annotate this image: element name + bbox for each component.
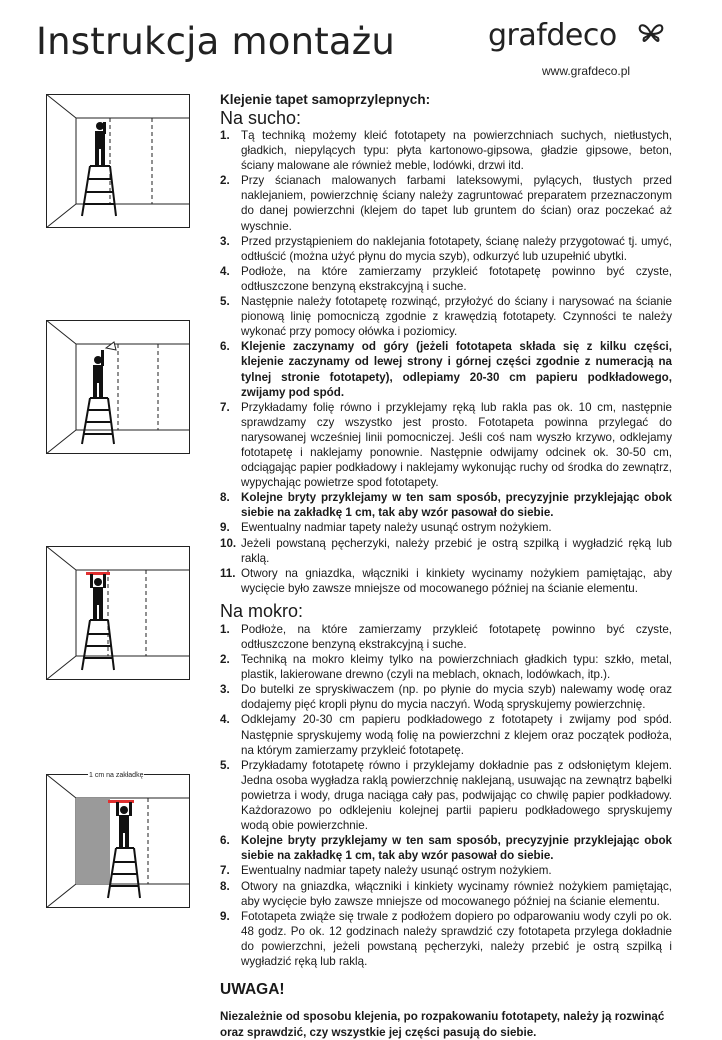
step-text: Przy ścianach malowanych farbami lateksowymi, pylących, tłustych przed naklejaniem, powierzchnię ściany należy zagruntować preparatem przeznaczonym do danej powierzchni (klejem do tapet lub gruntem do ścian) oraz poczekać aż wyschnie. bbox=[241, 174, 672, 233]
step-text: Klejenie zaczynamy od góry (jeżeli fototapeta składa się z kilku części, klejenie zaczynamy od lewej strony i górnej części zgodnie z numeracją na tylnej stronie fototapety), odlepiamy 20-30 cm papieru podkładowego, zwijamy pod spód. bbox=[241, 340, 672, 399]
step-item bbox=[220, 520, 672, 535]
step-text: Kolejne bryty przyklejamy w ten sam sposób, precyzyjnie przyklejając obok siebie na zakładkę 1 cm, tak aby wzór pasował do siebie. bbox=[241, 834, 672, 863]
step-number: 9. bbox=[220, 521, 230, 535]
step-text: Przykładamy fototapetę równo i przyklejamy dokładnie pas z odsłoniętym klejem. Jedna osoba wygładza raklą powierzchnię naklejaną, usuwając na zewnątrz bąbelki powietrza i wody, druga naciąga cały pas, podwijając co chwilę papier podkładowy. Każdorazowo po odklejeniu kolejnej partii papieru podkładowego spryskujemy wodą obie powierzchnie. bbox=[241, 758, 672, 833]
step-item bbox=[220, 566, 672, 596]
logo-text: grafdeco bbox=[488, 18, 617, 53]
step-text: Następnie należy fototapetę rozwinąć, przyłożyć do ściany i narysować na ścianie pionową linię pomocniczą zgodnie z krawędzią fototapety. Czynności te należy wykonać przy pomocy ołówka i poziomicy. bbox=[241, 295, 672, 339]
step-item bbox=[220, 264, 672, 294]
step-text: Do butelki ze spryskiwaczem (np. po płynie do mycia szyb) nalewamy wodę oraz dodajemy pięć kropli płynu do mycia naczyń. Wodą spryskujemy powierzchnię. bbox=[241, 683, 672, 712]
step-number: 6. bbox=[220, 834, 230, 848]
step-item bbox=[220, 400, 672, 491]
step-item bbox=[220, 833, 672, 863]
logo-url: www.grafdeco.pl bbox=[542, 64, 631, 78]
step-text: Fototapeta zwiąże się trwale z podłożem dopiero po odparowaniu wody czyli po ok. 48 godz. Po ok. 12 godzinach należy sprawdzić czy fototapeta przylega dokładnie do powierzchni, jeżeli powstaną pęcherzyki, należy przebić je ostrą szpilką i wygładzić ręką lub raklą. bbox=[241, 909, 672, 968]
logo bbox=[488, 18, 678, 78]
wet-steps-list bbox=[220, 622, 672, 969]
warning-heading: UWAGA! bbox=[220, 981, 285, 999]
step-number: 3. bbox=[220, 683, 230, 697]
step-text: Kolejne bryty przyklejamy w ten sam sposób, precyzyjnie przyklejając obok siebie na zakładkę 1 cm, tak aby wzór pasował do siebie. bbox=[241, 491, 672, 520]
step-number: 1. bbox=[220, 129, 230, 142]
step-item bbox=[220, 536, 672, 566]
step-item bbox=[220, 128, 672, 173]
step-number: 3. bbox=[220, 234, 230, 248]
step-number: 1. bbox=[220, 622, 230, 636]
self-adhesive-heading: Klejenie tapet samoprzylepnych: bbox=[220, 92, 431, 107]
dry-steps-list bbox=[220, 128, 672, 596]
step-text: Podłoże, na które zamierzamy przykleić fototapetę powinno być czyste, odtłuszczone benzyną ekstrakcyjną i suche. bbox=[241, 264, 672, 293]
step-item bbox=[220, 490, 672, 520]
page-title: Instrukcja montażu bbox=[36, 20, 396, 63]
step-item bbox=[220, 758, 672, 833]
step-text: Ewentualny nadmiar tapety należy usunąć ostrym nożykiem. bbox=[241, 864, 552, 878]
step-text: Jeżeli powstaną pęcherzyki, należy przebić je ostrą szpilką i wygładzić ręką lub raklą. bbox=[241, 536, 672, 565]
step-text: Otwory na gniazdka, włączniki i kinkiety wycinamy nożykiem pamiętając, aby wycięcie było zawsze mniejsze od mocowanego później na ścianie elementu. bbox=[241, 566, 672, 595]
step-number: 2. bbox=[220, 174, 230, 188]
step-item bbox=[220, 234, 672, 264]
step-number: 7. bbox=[220, 864, 230, 878]
step-number: 2. bbox=[220, 653, 230, 667]
step-number: 10. bbox=[220, 536, 237, 550]
step-text: Ewentualny nadmiar tapety należy usunąć ostrym nożykiem. bbox=[241, 521, 552, 535]
step-number: 8. bbox=[220, 879, 230, 893]
illustration-dry-step-4 bbox=[46, 774, 190, 908]
overlap-label: 1 cm na zakładkę bbox=[89, 772, 144, 779]
illustration-dry-step-3 bbox=[46, 546, 190, 680]
instructions bbox=[220, 92, 672, 1040]
step-number: 5. bbox=[220, 295, 230, 309]
step-item bbox=[220, 712, 672, 757]
step-number: 8. bbox=[220, 491, 230, 505]
step-number: 9. bbox=[220, 909, 230, 923]
step-text: Przed przystąpieniem do naklejania fototapety, ścianę należy przygotować tj. umyć, odtłuścić (można użyć płynu do mycia szyb), odkurzyć lub uzupełnić ubytki. bbox=[241, 234, 672, 263]
step-text: Odklejamy 20-30 cm papieru podkładowego z fototapety i zwijamy pod spód. Następnie spryskujemy wodą folię na powierzchni z klejem oraz początek podłoża, na którym zamierzamy przykleić fototapetę. bbox=[241, 713, 672, 757]
step-text: Przykładamy folię równo i przyklejamy ręką lub rakla pas ok. 10 cm, następnie sprawdzamy czy wszystko jest prosto. Fototapeta powinna przylegać do narysowanej wcześniej linii pomocniczej. Jeśli coś nam wyszło krzywo, odklejamy fototapetę i naklejamy ponownie. Następnie odwijamy odcinek ok. 30-50 cm, odciągając papier podkładowy i naklejamy wykonując ruchy od środka do zewnątrz, wypychając powietrze spod fototapety. bbox=[241, 400, 672, 490]
step-item bbox=[220, 173, 672, 233]
step-number: 6. bbox=[220, 340, 230, 354]
warning-text: Niezależnie od sposobu klejenia, po rozpakowaniu fototapety, należy ją rozwinąć oraz sprawdzić, czy wszystkie jej części pasują do siebie. bbox=[220, 1010, 665, 1039]
step-number: 5. bbox=[220, 758, 230, 772]
step-number: 7. bbox=[220, 400, 230, 414]
step-number: 4. bbox=[220, 264, 230, 278]
illustration-dry-step-2 bbox=[46, 320, 190, 454]
step-item bbox=[220, 682, 672, 712]
wet-heading: Na mokro: bbox=[220, 600, 304, 621]
step-item bbox=[220, 294, 672, 339]
step-item bbox=[220, 909, 672, 969]
step-text: Tą techniką możemy kleić fototapety na powierzchniach suchych, nietłustych, gładkich, niepylących typu: płyta kartonowo-gipsowa, gładzie gipsowe, beton, ściany malowane ale również meble, lodówki, drzwi itd. bbox=[241, 129, 672, 173]
dry-heading: Na sucho: bbox=[220, 108, 302, 128]
step-text: Otwory na gniazdka, włączniki i kinkiety wycinamy również nożykiem pamiętając, aby wycięcie było zawsze mniejsze od mocowanego później na ścianie elementu. bbox=[241, 879, 672, 908]
step-text: Podłoże, na które zamierzamy przykleić fototapetę powinno być czyste, odtłuszczone benzyną ekstrakcyjną i suche. bbox=[241, 622, 672, 651]
butterfly-icon bbox=[636, 20, 666, 46]
step-item bbox=[220, 863, 672, 878]
step-item bbox=[220, 622, 672, 652]
step-number: 11. bbox=[220, 566, 236, 580]
step-item bbox=[220, 339, 672, 399]
illustration-dry-step-1 bbox=[46, 94, 190, 228]
step-text: Techniką na mokro kleimy tylko na powierzchniach gładkich typu: szkło, metal, plastik, lakierowane drewno (czyli na meblach, oknach, lodówkach, itp.). bbox=[241, 653, 672, 682]
step-item bbox=[220, 879, 672, 909]
step-number: 4. bbox=[220, 713, 230, 727]
step-item bbox=[220, 652, 672, 682]
